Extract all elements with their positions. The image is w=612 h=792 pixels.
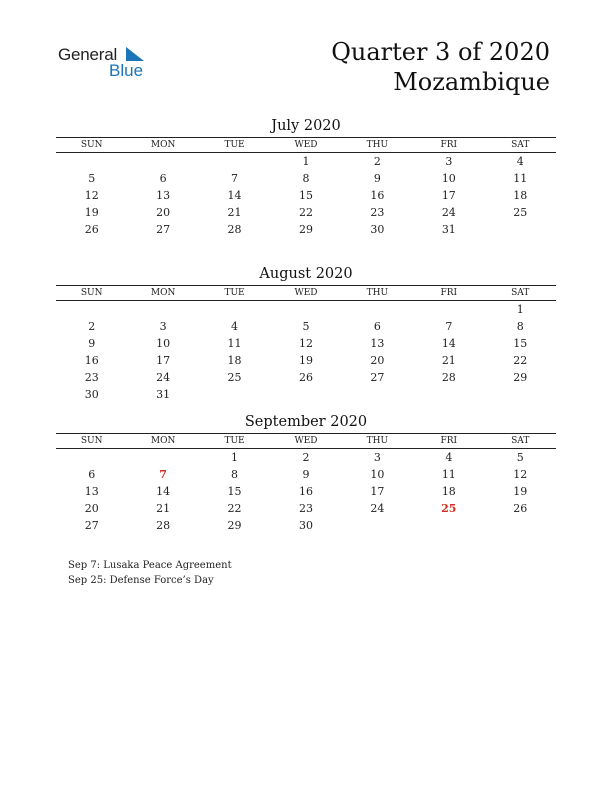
day-cell: 29 [513,371,528,384]
empty-day-cell [56,154,127,170]
week-row [56,188,556,204]
day-cell: 14 [441,337,456,350]
empty-day-cell [270,387,341,403]
day-cell: 22 [227,502,242,515]
day-cell: 1 [231,451,239,464]
weekday-label: SUN [80,140,103,150]
weekday-label: THU [366,140,389,150]
weekday-label: SAT [511,436,530,446]
empty-day-cell [127,154,198,170]
day-cell: 16 [370,189,385,202]
month-calendar [56,264,556,403]
logo-flag-icon [124,47,146,61]
empty-day-cell [413,387,484,403]
empty-day-cell [342,302,413,318]
day-cell: 1 [302,155,310,168]
generalblue-logo [56,44,156,84]
empty-day-cell [342,387,413,403]
day-cell: 21 [156,502,171,515]
day-cell: 2 [373,155,381,168]
day-cell: 22 [298,206,313,219]
day-cell: 13 [84,485,99,498]
day-cell: 17 [441,189,456,202]
weekday-label: MON [150,436,176,446]
day-cell: 5 [516,451,524,464]
day-cell: 31 [156,388,171,401]
day-cell: 9 [373,172,381,185]
day-cell: 24 [156,371,171,384]
day-cell: 23 [298,502,313,515]
empty-day-cell [413,302,484,318]
day-cell: 25 [227,371,242,384]
weekday-header-row [56,433,556,449]
week-row [56,205,556,221]
day-cell: 1 [516,303,524,316]
week-row [56,222,556,238]
week-row [56,467,556,483]
day-cell: 6 [373,320,381,333]
day-cell: 27 [370,371,385,384]
weekday-label: WED [294,436,318,446]
empty-day-cell [199,387,270,403]
weekday-label: SUN [80,288,103,298]
weekday-label: FRI [440,436,458,446]
day-cell: 2 [302,451,310,464]
day-cell: 11 [441,468,456,481]
holiday-note: Sep 25: Defense Force’s Day [68,575,214,586]
day-cell: 4 [516,155,524,168]
weekday-label: SAT [511,140,530,150]
day-cell: 30 [370,223,385,236]
day-cell: 6 [159,172,167,185]
day-cell: 13 [156,189,171,202]
day-cell: 9 [302,468,310,481]
day-cell: 24 [370,502,385,515]
day-cell: 3 [445,155,453,168]
day-cell: 20 [156,206,171,219]
day-cell: 31 [441,223,456,236]
page-title: Quarter 3 of 2020 [331,38,550,66]
week-row [56,319,556,335]
empty-day-cell [199,302,270,318]
month-calendar [56,116,556,238]
day-cell: 8 [231,468,239,481]
week-row [56,171,556,187]
day-cell: 17 [370,485,385,498]
day-cell: 12 [84,189,99,202]
day-cell: 29 [298,223,313,236]
day-cell: 13 [370,337,385,350]
day-cell: 29 [227,519,242,532]
empty-day-cell [127,302,198,318]
empty-day-cell [56,450,127,466]
weekday-label: THU [366,288,389,298]
week-row [56,370,556,386]
weekday-label: FRI [440,288,458,298]
day-cell: 10 [156,337,171,350]
day-cell: 16 [298,485,313,498]
logo-general-text: General [58,45,118,64]
day-cell: 30 [298,519,313,532]
day-cell: 10 [370,468,385,481]
holiday-date: 25 [441,502,457,515]
day-cell: 3 [159,320,167,333]
empty-day-cell [485,387,556,403]
day-cell: 5 [88,172,96,185]
day-cell: 3 [373,451,381,464]
day-cell: 21 [441,354,456,367]
weekday-label: MON [150,140,176,150]
day-cell: 9 [88,337,96,350]
day-cell: 26 [298,371,313,384]
weekday-label: THU [366,436,389,446]
day-cell: 25 [513,206,528,219]
weekday-label: SAT [511,288,530,298]
holiday-date: 7 [159,468,167,481]
day-cell: 30 [84,388,99,401]
holiday-note: Sep 7: Lusaka Peace Agreement [68,560,232,571]
day-cell: 4 [231,320,239,333]
day-cell: 23 [84,371,99,384]
weekday-header-row [56,137,556,153]
empty-day-cell [127,450,198,466]
day-cell: 15 [227,485,242,498]
month-calendar [56,412,556,534]
empty-day-cell [413,518,484,534]
weekday-label: FRI [440,140,458,150]
day-cell: 27 [84,519,99,532]
week-row [56,336,556,352]
day-cell: 18 [441,485,456,498]
country-title: Mozambique [393,68,550,96]
day-cell: 26 [513,502,528,515]
day-cell: 6 [88,468,96,481]
day-cell: 15 [513,337,528,350]
empty-day-cell [199,154,270,170]
day-cell: 17 [156,354,171,367]
weekday-label: TUE [224,288,245,298]
day-cell: 2 [88,320,96,333]
day-cell: 11 [513,172,528,185]
week-row [56,154,556,170]
day-cell: 18 [513,189,528,202]
month-title: August 2020 [259,266,353,282]
day-cell: 7 [231,172,239,185]
weekday-label: TUE [224,436,245,446]
holiday-notes [68,558,232,588]
day-cell: 16 [84,354,99,367]
week-row [56,450,556,466]
weekday-label: TUE [224,140,245,150]
weekday-label: WED [294,288,318,298]
day-cell: 10 [441,172,456,185]
day-cell: 12 [513,468,528,481]
day-cell: 8 [516,320,524,333]
empty-day-cell [342,518,413,534]
day-cell: 19 [84,206,99,219]
empty-day-cell [270,302,341,318]
week-row [56,302,556,318]
week-row [56,518,556,534]
week-row [56,353,556,369]
week-row [56,501,556,517]
day-cell: 28 [227,223,242,236]
day-cell: 19 [298,354,313,367]
day-cell: 4 [445,451,453,464]
day-cell: 22 [513,354,528,367]
empty-day-cell [485,222,556,238]
day-cell: 5 [302,320,310,333]
empty-day-cell [56,302,127,318]
logo-blue-text: Blue [109,61,144,80]
day-cell: 20 [84,502,99,515]
day-cell: 27 [156,223,171,236]
weekday-label: MON [150,288,176,298]
day-cell: 21 [227,206,242,219]
day-cell: 12 [298,337,313,350]
day-cell: 8 [302,172,310,185]
weekday-label: WED [294,140,318,150]
day-cell: 24 [441,206,456,219]
day-cell: 26 [84,223,99,236]
day-cell: 15 [298,189,313,202]
day-cell: 28 [156,519,171,532]
day-cell: 7 [445,320,453,333]
day-cell: 14 [156,485,171,498]
week-row [56,387,556,403]
month-title: September 2020 [244,414,368,430]
day-cell: 28 [441,371,456,384]
weekday-header-row [56,285,556,301]
day-cell: 18 [227,354,242,367]
day-cell: 11 [227,337,242,350]
day-cell: 20 [370,354,385,367]
day-cell: 14 [227,189,242,202]
month-title: July 2020 [271,118,341,134]
day-cell: 23 [370,206,385,219]
weekday-label: SUN [80,436,103,446]
empty-day-cell [485,518,556,534]
week-row [56,484,556,500]
day-cell: 19 [513,485,528,498]
